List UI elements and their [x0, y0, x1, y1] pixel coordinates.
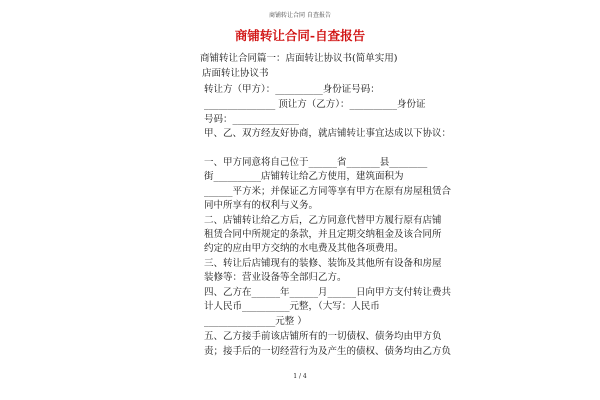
document-title: 商铺转让合同-自查报告	[234, 28, 366, 43]
doc-line: 租赁合同中所规定的条款，并且定期交纳租金及该合同所	[204, 229, 442, 240]
doc-line: 店面转让协议书	[202, 68, 269, 79]
doc-line: 装修等：营业设备等全部归乙方。	[204, 272, 347, 283]
doc-line: 约定的应由甲方交纳的水电费及其他各项费用。	[204, 243, 404, 254]
doc-line: 一、甲方同意将自己位于______省_______县________	[204, 157, 428, 168]
doc-line: ______平方米；并保证乙方同等享有甲方在原有房屋租赁合	[204, 186, 452, 197]
page-number: 1 / 4	[293, 373, 307, 380]
doc-line: 四、乙方在______年______月______日向甲方支付转让费共	[204, 287, 452, 298]
doc-line: 计人民币__________元整，（大写：人民币	[204, 301, 380, 312]
doc-line: 街__________店铺转让给乙方使用，建筑面积为	[204, 171, 404, 182]
doc-line: _______________ 顶让方（乙方）：__________身份证	[204, 99, 426, 110]
doc-line: 责；接手后的一切经营行为及产生的债权、债务均由乙方负	[204, 346, 452, 357]
doc-line: 转让方（甲方）：__________身份证号码：	[204, 84, 380, 95]
doc-line: 同中所享有的权利与义务。	[204, 200, 319, 211]
doc-line: 五、乙方接手前该店铺所有的一切债权、债务均由甲方负	[204, 331, 442, 342]
doc-line: _______________元整 ）	[204, 316, 307, 327]
page-header: 商铺转让合同 自查报告	[269, 12, 331, 19]
doc-line: 三、转让后店铺现有的装修、装饰及其他所有设备和房屋	[204, 258, 442, 269]
doc-line: 二、店铺转让给乙方后，乙方同意代替甲方履行原有店铺	[204, 215, 442, 226]
doc-line: 商铺转让合同篇一：店面转让协议书(简单实用)	[200, 53, 398, 64]
doc-line: 号码：______________	[204, 114, 300, 125]
doc-line: 甲、乙、双方经友好协商，就店铺转让事宜达成以下协议：	[204, 128, 452, 139]
